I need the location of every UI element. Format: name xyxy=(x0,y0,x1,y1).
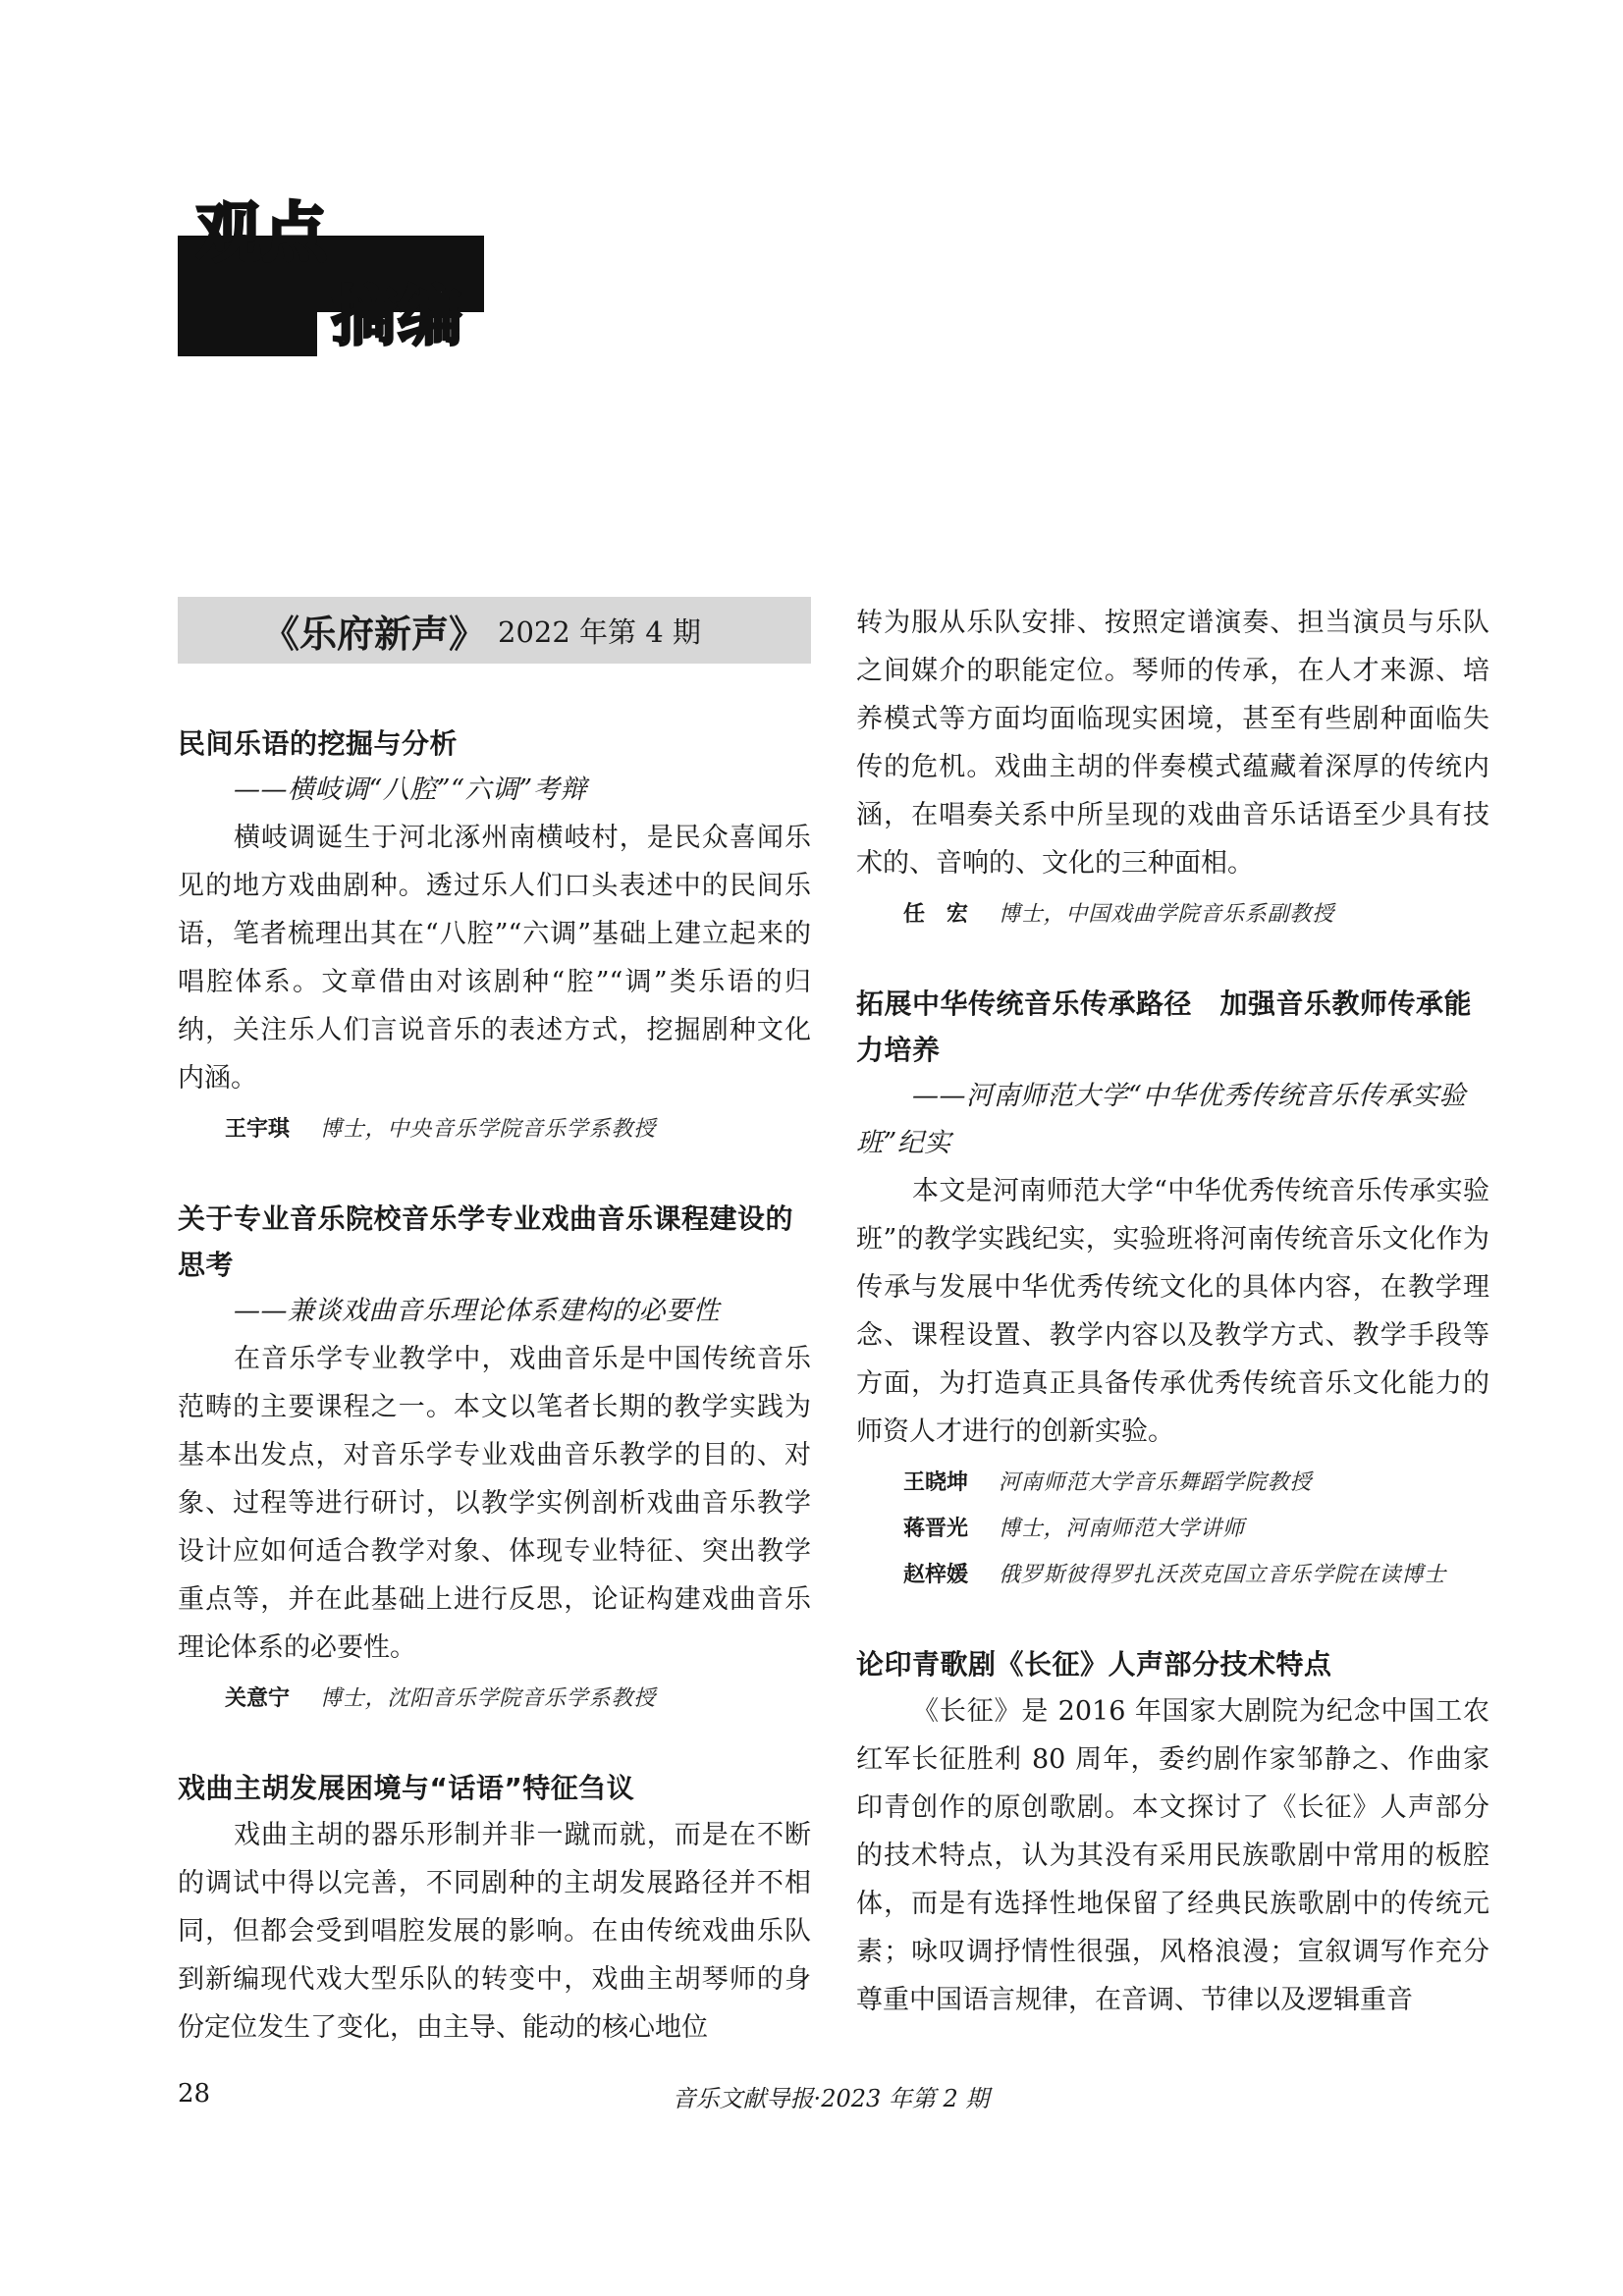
running-footer-journal: 音乐文献导报·2023 年第 2 期 xyxy=(672,2085,990,2112)
author-affiliation: 河南师范大学音乐舞蹈学院教授 xyxy=(999,1470,1313,1495)
author-line xyxy=(856,1552,1489,1598)
article-abstract: 横岐调诞生于河北涿州南横岐村，是民众喜闻乐见的地方戏曲剧种。透过乐人们口头表述中的民间乐语，笔者梳理出其在“八腔”“六调”基础上建立起来的唱腔体系。文章借由对该剧种“腔”“调”类乐语的归纳，关注乐人们言说音乐的表述方式，挖掘剧种文化内涵。 xyxy=(178,823,811,1094)
author-name: 王宇琪 xyxy=(225,1117,291,1142)
article-4 xyxy=(856,981,1489,1598)
author-line xyxy=(856,1506,1489,1552)
author-line xyxy=(178,1676,811,1722)
article-2 xyxy=(178,1196,811,1722)
author-affiliation: 博士，河南师范大学讲师 xyxy=(999,1517,1245,1541)
author-name: 王晓坤 xyxy=(903,1470,969,1495)
author-list xyxy=(178,1106,811,1152)
author-name: 蒋晋光 xyxy=(903,1517,969,1541)
article-subtitle: ——兼谈戏曲音乐理论体系建构的必要性 xyxy=(234,1296,720,1326)
author-line xyxy=(856,891,1489,937)
author-name: 赵梓媛 xyxy=(903,1563,969,1587)
author-list xyxy=(856,1460,1489,1598)
article-1 xyxy=(178,721,811,1152)
masthead-black-block-lower xyxy=(178,312,317,356)
left-column xyxy=(178,597,811,2095)
author-list xyxy=(178,1676,811,1722)
journal-issue: 2022 年第 4 期 xyxy=(498,614,701,649)
author-line xyxy=(856,1460,1489,1506)
author-affiliation: 博士，中国戏曲学院音乐系副教授 xyxy=(999,902,1335,927)
author-name: 任 宏 xyxy=(903,902,969,927)
author-name: 关意宁 xyxy=(225,1686,291,1711)
article-title: 戏曲主胡发展困境与“话语”特征刍议 xyxy=(178,1772,635,1804)
section-masthead xyxy=(0,0,1623,393)
article-title: 关于专业音乐院校音乐学专业戏曲音乐课程建设的思考 xyxy=(178,1202,794,1281)
article-3-continued xyxy=(856,599,1489,937)
author-affiliation: 博士，沈阳音乐学院音乐学系教授 xyxy=(320,1686,657,1711)
article-5 xyxy=(856,1641,1489,2024)
article-subtitle: ——横岐调“八腔”“六调”考辩 xyxy=(234,774,587,805)
author-list xyxy=(856,891,1489,937)
journal-name: 《乐府新声》 xyxy=(262,612,487,656)
article-title: 民间乐语的挖掘与分析 xyxy=(178,727,459,760)
author-line xyxy=(178,1106,811,1152)
page-footer xyxy=(178,2079,1484,2118)
article-abstract: 《长征》是 2016 年国家大剧院为纪念中国工农红军长征胜利 80 周年，委约剧作家邹静之、作曲家印青创作的原创歌剧。本文探讨了《长征》人声部分的技术特点，认为其没有采用民族歌剧中常用的板腔体，而是有选择性地保留了经典民族歌剧中的传统元素；咏叹调抒情性很强，风格浪漫；宣叙调写作充分尊重中国语言规律，在音调、节律以及逻辑重音 xyxy=(856,1696,1489,2015)
right-column xyxy=(856,599,1489,2067)
author-affiliation: 博士，中央音乐学院音乐学系教授 xyxy=(320,1117,657,1142)
article-abstract: 在音乐学专业教学中，戏曲音乐是中国传统音乐范畴的主要课程之一。本文以笔者长期的教学实践为基本出发点，对音乐学专业戏曲音乐教学的目的、对象、过程等进行研讨，以教学实例剖析戏曲音乐教学设计应如何适合教学对象、体现专业特征、突出教学重点等，并在此基础上进行反思，论证构建戏曲音乐理论体系的必要性。 xyxy=(178,1344,811,1663)
article-3 xyxy=(178,1765,811,2052)
author-affiliation: 俄罗斯彼得罗扎沃茨克国立音乐学院在读博士 xyxy=(999,1563,1447,1587)
article-subtitle: ——河南师范大学“中华优秀传统音乐传承实验班”纪实 xyxy=(856,1081,1467,1158)
masthead-line1: 观点 xyxy=(196,195,328,271)
article-abstract: 戏曲主胡的器乐形制并非一蹴而就，而是在不断的调试中得以完善，不同剧种的主胡发展路径并不相同，但都会受到唱腔发展的影响。在由传统戏曲乐队到新编现代戏大型乐队的转变中，戏曲主胡琴师的身份定位发生了变化，由主导、能动的核心地位 xyxy=(178,1820,811,2043)
journal-header xyxy=(178,597,811,664)
article-abstract-continued: 转为服从乐队安排、按照定谱演奏、担当演员与乐队之间媒介的职能定位。琴师的传承，在人才来源、培养模式等方面均面临现实困境，甚至有些剧种面临失传的危机。戏曲主胡的伴奏模式蕴藏着深厚的传统内涵，在唱奏关系中所呈现的戏曲音乐话语至少具有技术的、音响的、文化的三种面相。 xyxy=(856,608,1489,879)
page-number: 28 xyxy=(178,2079,211,2109)
masthead-line2: 摘编 xyxy=(332,279,463,354)
article-abstract: 本文是河南师范大学“中华优秀传统音乐传承实验班”的教学实践纪实，实验班将河南传统音乐文化作为传承与发展中华优秀传统文化的具体内容，在教学理念、课程设置、教学内容以及教学方式、教学手段等方面，为打造真正具备传承优秀传统音乐文化能力的师资人才进行的创新实验。 xyxy=(856,1176,1489,1447)
article-title: 拓展中华传统音乐传承路径 加强音乐教师传承能力培养 xyxy=(856,988,1473,1066)
article-title: 论印青歌剧《长征》人声部分技术特点 xyxy=(856,1648,1332,1681)
